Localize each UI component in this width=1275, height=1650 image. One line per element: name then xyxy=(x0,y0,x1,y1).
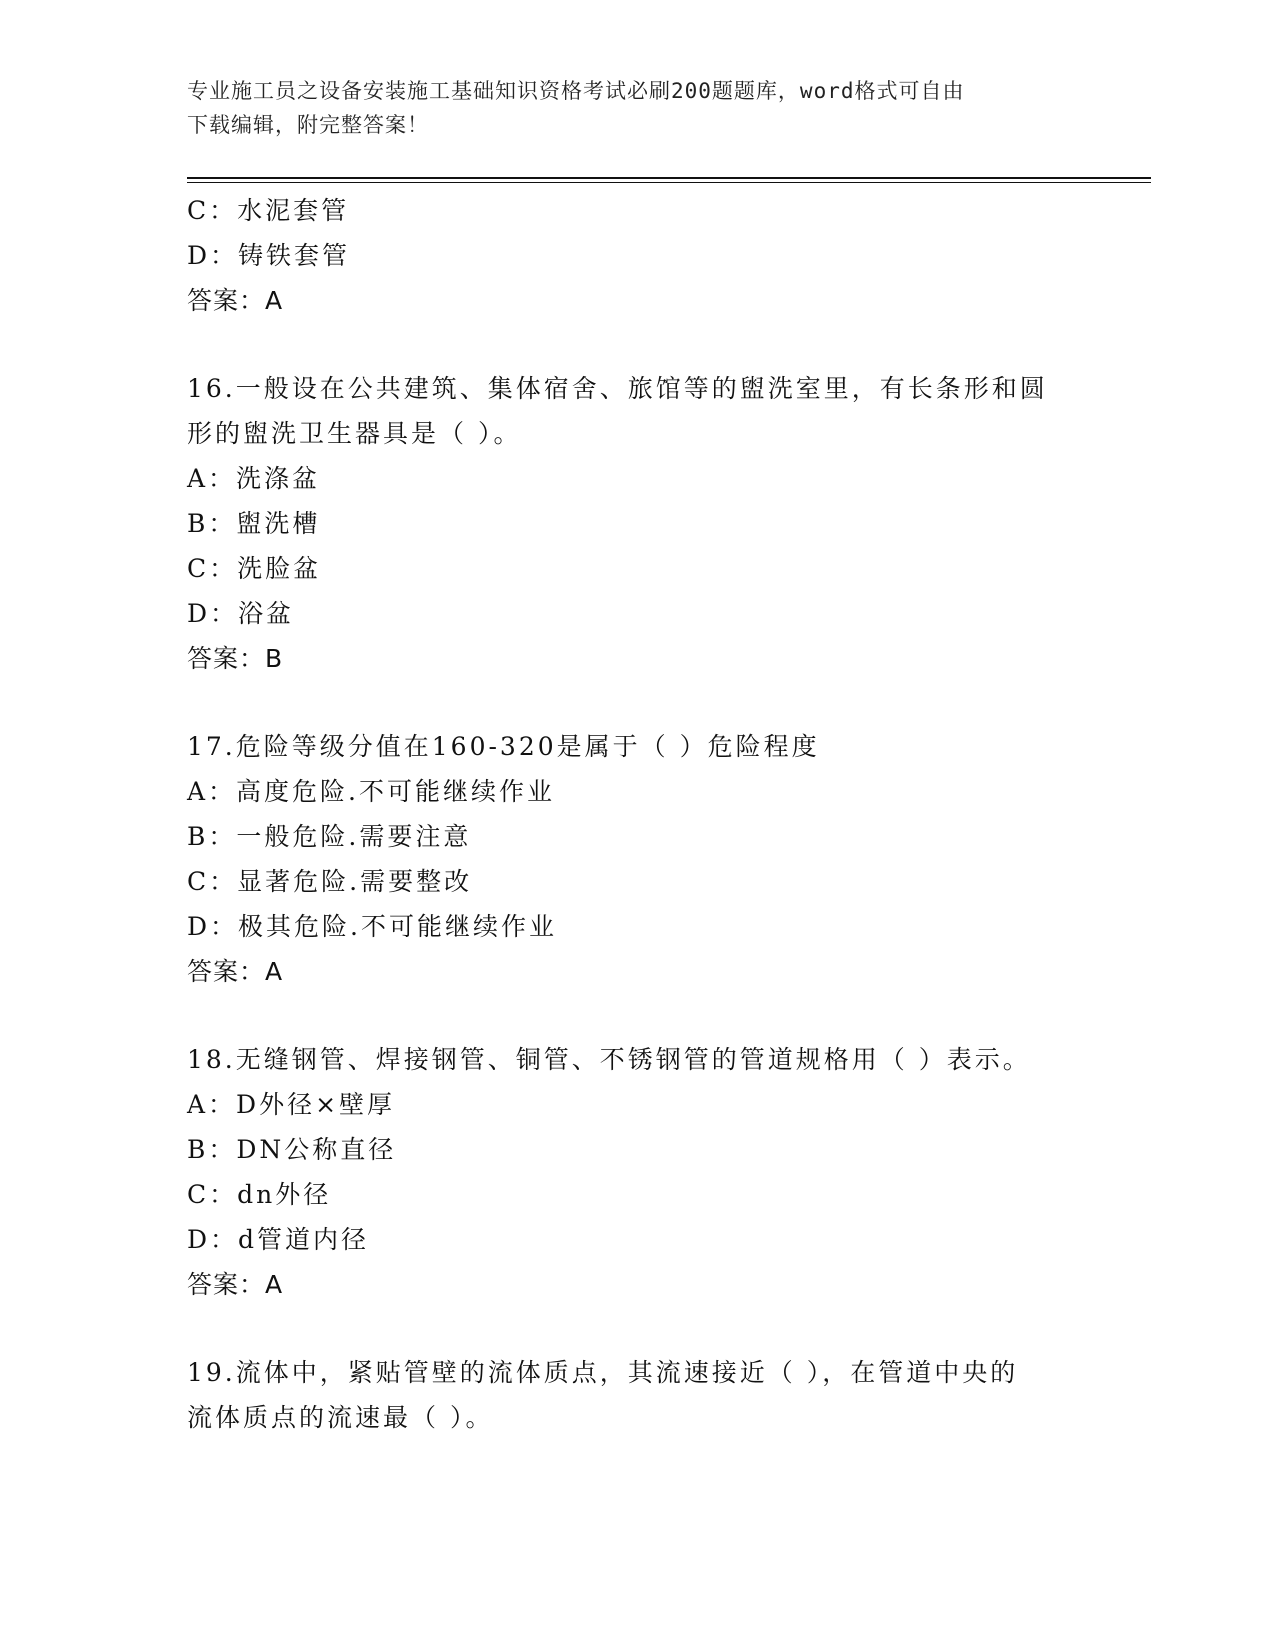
spacer xyxy=(187,681,1087,724)
question-stem: 形的盥洗卫生器具是（ ）。 xyxy=(187,419,522,448)
option-a: A：洗涤盆 xyxy=(187,464,321,493)
document-header xyxy=(187,74,1087,142)
answer-line: 答案：A xyxy=(187,957,284,986)
spacer xyxy=(187,994,1087,1037)
option-d: D：浴盆 xyxy=(187,599,295,628)
question-stem: 16.一般设在公共建筑、集体宿舍、旅馆等的盥洗室里，有长条形和圆 xyxy=(187,374,1048,403)
option-d: D：d管道内径 xyxy=(187,1225,370,1254)
header-line-2: 下载编辑，附完整答案！ xyxy=(187,113,429,137)
header-divider-thick xyxy=(187,177,1151,179)
option-c: C：dn外径 xyxy=(187,1180,332,1209)
option-d: D：极其危险.不可能继续作业 xyxy=(187,912,557,941)
spacer xyxy=(187,1307,1087,1350)
question-stem: 18.无缝钢管、焊接钢管、铜管、不锈钢管的管道规格用（ ）表示。 xyxy=(187,1045,1031,1074)
option-b: B：盥洗槽 xyxy=(187,509,321,538)
question-18 xyxy=(187,1037,1087,1307)
spacer xyxy=(187,323,1087,366)
option-d: D：铸铁套管 xyxy=(187,241,351,270)
question-stem: 19.流体中，紧贴管壁的流体质点，其流速接近（ ），在管道中央的 xyxy=(187,1358,1019,1387)
option-c: C：水泥套管 xyxy=(187,196,350,225)
answer-line: 答案：A xyxy=(187,1270,284,1299)
option-b: B：一般危险.需要注意 xyxy=(187,822,472,851)
option-c: C：洗脸盆 xyxy=(187,554,322,583)
question-16 xyxy=(187,366,1087,681)
option-b: B：DN公称直径 xyxy=(187,1135,397,1164)
option-a: A：D外径×壁厚 xyxy=(187,1090,396,1119)
header-divider-thin xyxy=(187,182,1151,183)
question-stem: 流体质点的流速最（ ）。 xyxy=(187,1403,494,1432)
header-line-1: 专业施工员之设备安装施工基础知识资格考试必刷200题题库，word格式可自由 xyxy=(187,79,965,103)
question-17 xyxy=(187,724,1087,994)
answer-line: 答案：A xyxy=(187,286,284,315)
question-stem: 17.危险等级分值在160-320是属于（ ）危险程度 xyxy=(187,732,820,761)
question-list xyxy=(187,188,1087,1440)
option-c: C：显著危险.需要整改 xyxy=(187,867,473,896)
question-15-tail xyxy=(187,188,1087,323)
answer-line: 答案：B xyxy=(187,644,284,673)
option-a: A：高度危险.不可能继续作业 xyxy=(187,777,556,806)
question-19 xyxy=(187,1350,1087,1440)
